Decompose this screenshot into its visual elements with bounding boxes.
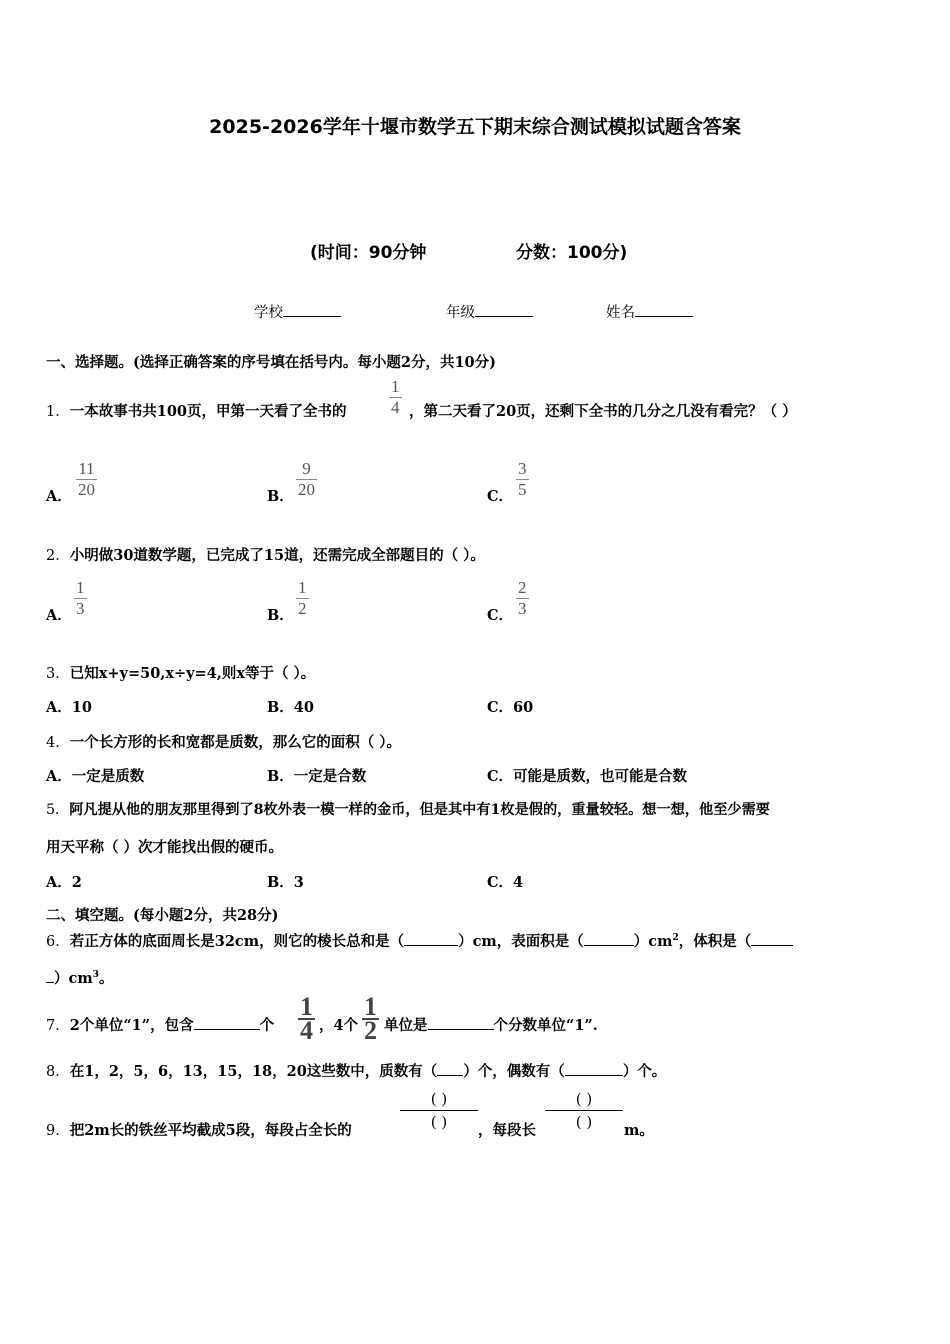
score-label: 分数：100分) xyxy=(516,243,628,263)
q1-b-den: 20 xyxy=(298,480,315,499)
q1-option-c-label[interactable]: C． xyxy=(487,488,514,505)
q6-text-e: ）cm xyxy=(54,970,93,987)
q8-text-a: 在1，2，5，6，13，15，18，20这些数中，质数有（ xyxy=(69,1063,438,1080)
question-3 xyxy=(46,662,315,683)
q1-c-den: 5 xyxy=(518,480,527,499)
q2-number: 2． xyxy=(46,548,70,564)
q2-c-den: 3 xyxy=(518,599,527,618)
q9-text-a: 把2m长的铁丝平均截成5段，每段占全长的 xyxy=(69,1122,352,1139)
name-blank[interactable] xyxy=(635,302,693,317)
q8-blank-primes[interactable] xyxy=(437,1061,463,1076)
q7-blank-2[interactable] xyxy=(428,1015,494,1030)
q5-text-2: 用天平称（ ）次才能找出假的硬币。 xyxy=(46,839,284,856)
q8-number: 8． xyxy=(46,1064,70,1080)
q7-fraction-quarter xyxy=(298,992,315,1045)
q2-text: 小明做30道数学题，已完成了15道，还需完成全部题目的（ ）。 xyxy=(69,547,485,564)
q6-line-2 xyxy=(46,967,113,988)
question-1 xyxy=(46,400,347,421)
question-5 xyxy=(46,799,770,819)
q3-number: 3． xyxy=(46,666,70,682)
q2-option-b-label[interactable]: B． xyxy=(267,607,294,624)
q1-number: 1． xyxy=(46,404,70,420)
q3-option-a[interactable]: A．10 xyxy=(46,699,92,716)
q5-number: 5． xyxy=(46,802,70,818)
q1-frac-num: 1 xyxy=(391,377,400,396)
q7-frac1-num: 1 xyxy=(300,992,313,1021)
q7-frac2-den: 2 xyxy=(364,1016,377,1045)
q7-fraction-half xyxy=(362,992,379,1045)
question-6 xyxy=(46,930,793,951)
q1-option-b-label[interactable]: B． xyxy=(267,488,294,505)
q1-option-b-fraction[interactable] xyxy=(296,459,317,500)
grade-label: 年级 xyxy=(446,305,475,321)
q7-frac1-den: 4 xyxy=(300,1016,313,1045)
q5-option-c[interactable]: C．4 xyxy=(487,874,524,891)
q9-text-c: m。 xyxy=(624,1122,654,1139)
section1-heading: 一、选择题。(选择正确答案的序号填在括号内。每小题2分，共10分) xyxy=(46,354,496,371)
q4-option-c[interactable]: C．可能是质数，也可能是合数 xyxy=(487,768,688,785)
page-title: 2025-2026学年十堰市数学五下期末综合测试模拟试题含答案 xyxy=(209,116,741,138)
q2-b-den: 2 xyxy=(298,599,307,618)
q1-text-a: 一本故事书共100页，甲第一天看了全书的 xyxy=(69,403,347,420)
q2-option-a-fraction[interactable] xyxy=(74,578,87,619)
q6-text-f: 。 xyxy=(98,970,114,987)
q7-rest xyxy=(384,1014,598,1035)
q7-text-e: 个分数单位“1”. xyxy=(493,1017,598,1034)
question-9 xyxy=(46,1119,352,1140)
q2-a-den: 3 xyxy=(76,599,85,618)
q1-option-a-label[interactable]: A． xyxy=(46,488,72,505)
q3-option-c[interactable]: C．60 xyxy=(487,699,534,716)
q8-blank-evens[interactable] xyxy=(565,1061,623,1076)
q9-frac1-num[interactable]: ( ) xyxy=(430,1090,448,1108)
q7-blank-1[interactable] xyxy=(194,1015,260,1030)
q7-text-b: 个 xyxy=(259,1017,275,1034)
q9-frac2-num[interactable]: ( ) xyxy=(575,1090,593,1108)
q6-text-b: ）cm，表面积是（ xyxy=(458,933,584,950)
q7-text-a: 2个单位“1”，包含 xyxy=(69,1017,194,1034)
q9-frac2-den[interactable]: ( ) xyxy=(575,1113,593,1131)
q6-blank-surface-area[interactable] xyxy=(584,931,634,946)
q6-number: 6． xyxy=(46,934,70,950)
q8-text-c: ）个。 xyxy=(622,1063,667,1080)
q5-text-1: 阿凡提从他的朋友那里得到了8枚外表一模一样的金币，但是其中有1枚是假的，重量较轻。想一想，他至少需要 xyxy=(69,802,770,818)
q1-b-num: 9 xyxy=(302,459,311,478)
q4-text: 一个长方形的长和宽都是质数，那么它的面积（ ）。 xyxy=(69,734,402,751)
q2-option-c-label[interactable]: C． xyxy=(487,607,514,624)
q1-frac-den: 4 xyxy=(391,398,400,417)
q3-text: 已知x+y=50,x÷y=4,则x等于（ ）。 xyxy=(69,665,316,682)
section2-heading: 二、填空题。(每小题2分，共28分) xyxy=(46,907,279,924)
q1-option-a-fraction[interactable] xyxy=(76,459,97,500)
question-2 xyxy=(46,544,485,565)
q6-blank-volume[interactable] xyxy=(751,931,793,946)
q9-fraction-blank-1[interactable] xyxy=(400,1088,478,1133)
q1-c-num: 3 xyxy=(518,459,527,478)
q9-text-b: ，每段长 xyxy=(478,1122,536,1139)
q2-c-num: 2 xyxy=(518,578,527,597)
time-label: (时间：90分钟 xyxy=(310,243,427,263)
q2-option-c-fraction[interactable] xyxy=(516,578,529,619)
q7-text-c: ，4个 xyxy=(319,1017,359,1034)
q8-text-b: ）个，偶数有（ xyxy=(463,1063,565,1080)
q1-a-den: 20 xyxy=(78,480,95,499)
name-label: 姓名 xyxy=(606,305,635,321)
q1-fraction xyxy=(389,377,402,418)
q4-option-a[interactable]: A．一定是质数 xyxy=(46,768,145,785)
question-4 xyxy=(46,731,401,752)
question-8 xyxy=(46,1060,666,1081)
grade-blank[interactable] xyxy=(475,302,533,317)
q6-text-a: 若正方体的底面周长是32cm，则它的棱长总和是（ xyxy=(69,933,405,950)
school-field[interactable] xyxy=(254,301,341,322)
q4-number: 4． xyxy=(46,735,70,751)
name-field[interactable] xyxy=(606,301,693,322)
q6-blank-edge-total[interactable] xyxy=(404,931,458,946)
q2-option-a-label[interactable]: A． xyxy=(46,607,72,624)
q5-option-a[interactable]: A．2 xyxy=(46,874,82,891)
question-7 xyxy=(46,1014,274,1035)
q3-option-b[interactable]: B．40 xyxy=(267,699,314,716)
q9-frac1-den[interactable]: ( ) xyxy=(430,1113,448,1131)
q9-fraction-blank-2[interactable] xyxy=(545,1088,623,1133)
school-label: 学校 xyxy=(254,305,283,321)
q7-number: 7． xyxy=(46,1018,70,1034)
q4-option-b[interactable]: B．一定是合数 xyxy=(267,768,367,785)
q6-text-d: ，体积是（ xyxy=(678,933,752,950)
q5-option-b[interactable]: B．3 xyxy=(267,874,304,891)
q7-frac2-num: 1 xyxy=(364,992,377,1021)
q1-text-b: ，第二天看了20页，还剩下全书的几分之几没有看完？（ ） xyxy=(409,403,797,420)
q6-text-c: ）cm xyxy=(633,933,673,950)
q1-option-c-fraction[interactable] xyxy=(516,459,529,500)
school-blank[interactable] xyxy=(283,302,341,317)
q9-number: 9． xyxy=(46,1123,70,1139)
q7-text-d: 单位是 xyxy=(384,1017,428,1034)
q2-a-num: 1 xyxy=(76,578,85,597)
q2-option-b-fraction[interactable] xyxy=(296,578,309,619)
q2-b-num: 1 xyxy=(298,578,307,597)
q6-sup-2: 2 xyxy=(672,933,679,944)
q1-a-num: 11 xyxy=(78,459,95,478)
q6-sup-3: 3 xyxy=(92,970,99,981)
q6-blank-volume-cont[interactable] xyxy=(46,968,54,983)
grade-field[interactable] xyxy=(446,301,533,322)
